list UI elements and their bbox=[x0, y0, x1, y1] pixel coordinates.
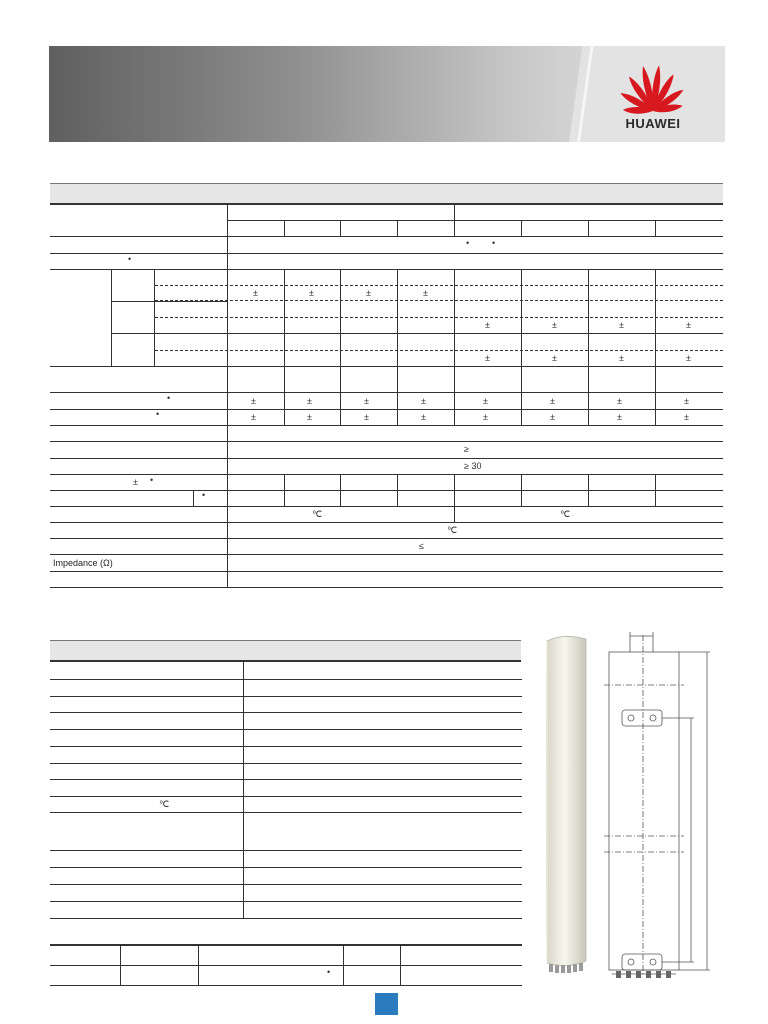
tolerance-cell: ± bbox=[307, 396, 312, 406]
tolerance-cell: ± bbox=[686, 320, 691, 330]
tolerance-cell: ± bbox=[309, 288, 314, 298]
tolerance-cell: ± bbox=[364, 412, 369, 422]
electrical-section-header bbox=[50, 183, 723, 205]
ge-cell: ≥ bbox=[464, 444, 469, 454]
label-dot: • bbox=[150, 475, 154, 485]
order-dot: • bbox=[327, 967, 331, 977]
label-dot: • bbox=[156, 409, 160, 419]
tolerance-cell: ± bbox=[307, 412, 312, 422]
tolerance-cell: ± bbox=[684, 412, 689, 422]
freq-range-dot: • bbox=[466, 238, 470, 248]
tolerance-cell: ± bbox=[483, 412, 488, 422]
antenna-photo bbox=[538, 633, 593, 978]
temp-cell: ℃ bbox=[447, 525, 458, 535]
impedance-label: Impedance (Ω) bbox=[53, 558, 113, 568]
le-cell: ≤ bbox=[419, 541, 424, 551]
tolerance-cell: ± bbox=[552, 320, 557, 330]
temp-cell: ℃ bbox=[312, 509, 323, 519]
tolerance-cell: ± bbox=[619, 353, 624, 363]
label-dot: • bbox=[202, 490, 206, 500]
mechanical-section-header bbox=[50, 640, 521, 662]
tolerance-cell: ± bbox=[550, 396, 555, 406]
tolerance-cell: ± bbox=[421, 396, 426, 406]
label-dot: • bbox=[128, 254, 132, 264]
tolerance-cell: ± bbox=[684, 396, 689, 406]
tolerance-cell: ± bbox=[366, 288, 371, 298]
freq-range-dot: • bbox=[492, 238, 496, 248]
tolerance-cell: ± bbox=[251, 412, 256, 422]
tolerance-cell: ± bbox=[550, 412, 555, 422]
tolerance-cell: ± bbox=[253, 288, 258, 298]
ge-30-cell: ≥ 30 bbox=[464, 461, 482, 471]
tolerance-cell: ± bbox=[485, 320, 490, 330]
brand-wordmark: HUAWEI bbox=[625, 116, 681, 131]
tolerance-cell: ± bbox=[617, 396, 622, 406]
label-dot: • bbox=[167, 393, 171, 403]
tolerance-cell: ± bbox=[552, 353, 557, 363]
tolerance-cell: ± bbox=[483, 396, 488, 406]
temp-cell: ℃ bbox=[560, 509, 571, 519]
page-number-marker bbox=[375, 993, 398, 1015]
temp-label: ℃ bbox=[159, 799, 170, 809]
tolerance-cell: ± bbox=[423, 288, 428, 298]
tolerance-cell: ± bbox=[619, 320, 624, 330]
tolerance-cell: ± bbox=[251, 396, 256, 406]
tolerance-cell: ± bbox=[485, 353, 490, 363]
tolerance-cell: ± bbox=[686, 353, 691, 363]
tolerance-cell: ± bbox=[421, 412, 426, 422]
tolerance-cell: ± bbox=[617, 412, 622, 422]
label-tolerance: ± bbox=[133, 477, 138, 487]
antenna-dimension-drawing bbox=[598, 630, 716, 982]
tolerance-cell: ± bbox=[364, 396, 369, 406]
